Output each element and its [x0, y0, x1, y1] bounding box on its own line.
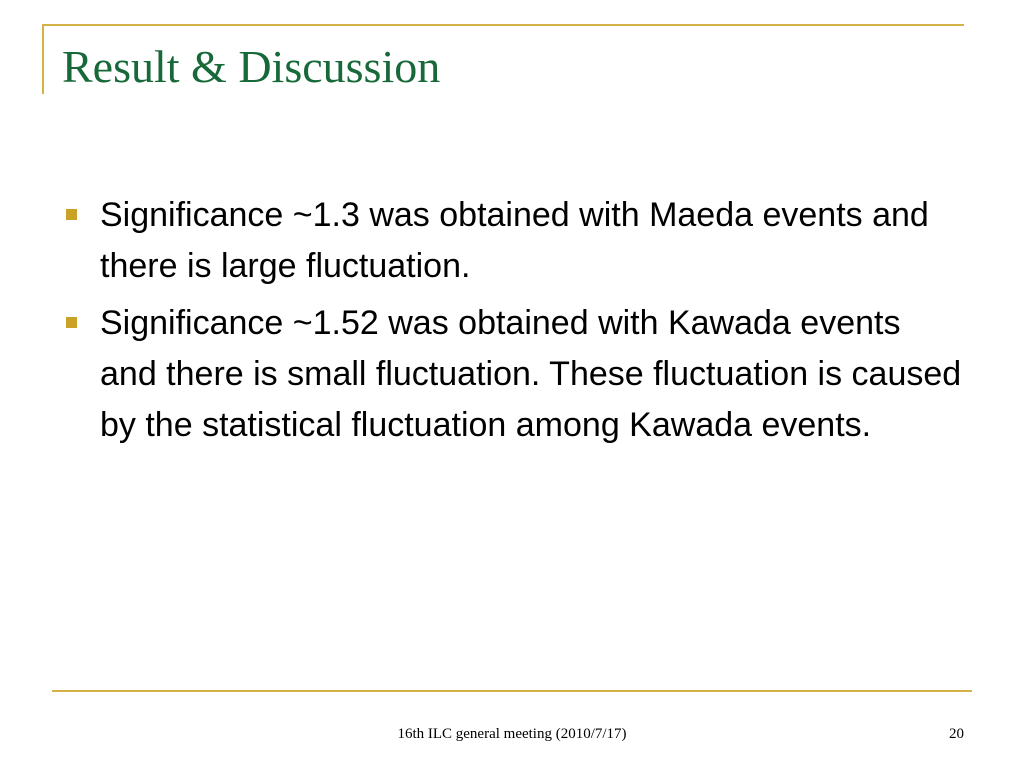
footer-divider — [52, 690, 972, 692]
frame-left-line — [42, 24, 44, 94]
bullet-item-maeda — [62, 190, 962, 292]
page-number: 20 — [949, 726, 964, 742]
frame-top-line — [42, 24, 964, 26]
bullet-item-kawada — [62, 298, 962, 451]
bullet-list — [62, 190, 962, 457]
bullet-text: Significance ~1.3 was obtained with Maeda events and there is large fluctuation. — [100, 196, 929, 285]
square-bullet-icon — [66, 317, 77, 328]
square-bullet-icon — [66, 209, 77, 220]
footer-text: 16th ILC general meeting (2010/7/17) — [397, 726, 627, 742]
slide-title: Result & Discussion — [62, 41, 441, 92]
bullet-text: Significance ~1.52 was obtained with Kawada events and there is small fluctuation. These fluctuation is caused by the statistical fluctuation among Kawada events. — [100, 304, 962, 444]
